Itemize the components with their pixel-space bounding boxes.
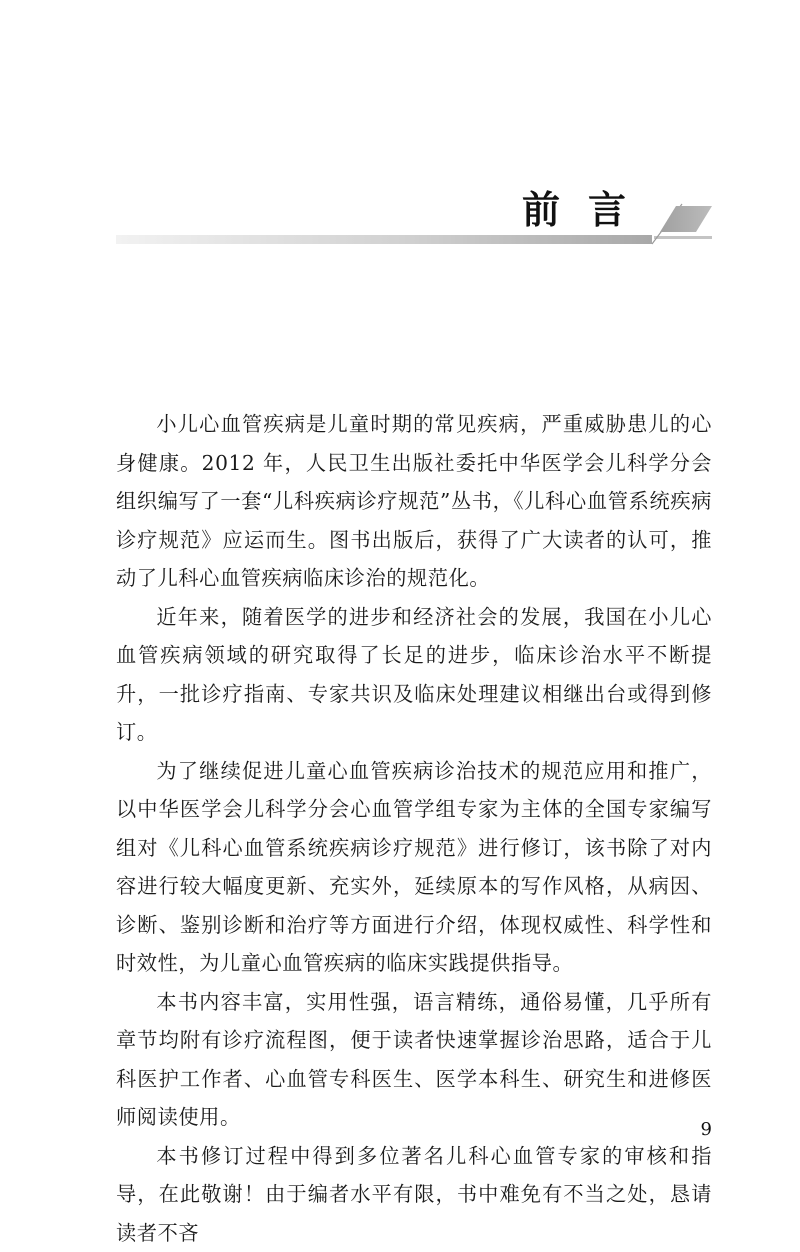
chapter-heading	[116, 180, 712, 250]
page-number: 9	[690, 1118, 712, 1142]
body-text	[116, 405, 712, 1252]
paragraph-3: 为了继续促进儿童心血管疾病诊治技术的规范应用和推广，以中华医学会儿科学分会心血管学组专家为主体的全国专家编写组对《儿科心血管系统疾病诊疗规范》进行修订，该书除了对内容进行较大幅度更新、充实外，延续原本的写作风格，从病因、诊断、鉴别诊断和治疗等方面进行介绍，体现权威性、科学性和时效性，为儿童心血管疾病的临床实践提供指导。	[116, 752, 712, 983]
paragraph-5: 本书修订过程中得到多位著名儿科心血管专家的审核和指导，在此敬谢！由于编者水平有限，书中难免有不当之处，恳请读者不吝	[116, 1137, 712, 1252]
title-underline-thin	[654, 236, 712, 239]
paragraph-1: 小儿心血管疾病是儿童时期的常见疾病，严重威胁患儿的心身健康。2012 年，人民卫生出版社委托中华医学会儿科学分会组织编写了一套“儿科疾病诊疗规范”丛书，《儿科心血管系统疾病诊疗规范》应运而生。图书出版后，获得了广大读者的认可，推动了儿科心血管疾病临床诊治的规范化。	[116, 405, 712, 598]
page-title: 前言	[522, 186, 654, 234]
title-underline-rule	[116, 235, 652, 244]
paragraph-2: 近年来，随着医学的进步和经济社会的发展，我国在小儿心血管疾病领域的研究取得了长足的进步，临床诊治水平不断提升，一批诊疗指南、专家共识及临床处理建议相继出台或得到修订。	[116, 598, 712, 752]
title-slanted-block	[660, 206, 712, 232]
paragraph-4: 本书内容丰富，实用性强，语言精练，通俗易懂，几乎所有章节均附有诊疗流程图，便于读者快速掌握诊治思路，适合于儿科医护工作者、心血管专科医生、医学本科生、研究生和进修医师阅读使用。	[116, 983, 712, 1137]
